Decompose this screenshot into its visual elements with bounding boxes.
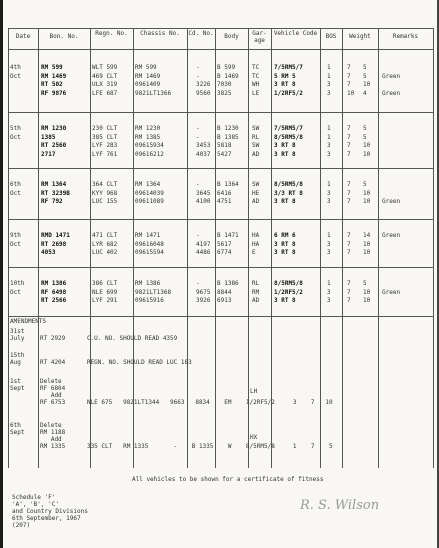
header-weight: Weight	[349, 33, 371, 40]
entry-3-chassis: RM 1364 09614039 09611089	[135, 181, 164, 205]
entry-4-code: 6 RM 6 3 RT 8 3 RT 8	[274, 232, 296, 256]
row-rule-1	[8, 112, 434, 113]
amendment-date-3: 1st Sept	[10, 378, 25, 392]
amendment-text-1: RT 2929 C.U. NO. SHOULD READ 4359	[40, 335, 178, 342]
table-top-rule	[8, 28, 434, 29]
amendment-text-3: Delete RF 6804 Add RF 6753 NLE 675 9821LT1344 9663 8834 EM 1/2RF5/2 3 7 10	[40, 378, 333, 406]
entry-3-w1: 7 7 7	[347, 181, 351, 205]
entry-1-body: B 599 B 1469 7030 3825	[217, 64, 239, 97]
entry-4-cd: - 4197 4486	[196, 232, 211, 256]
entry-1-chassis: RM 599 RM 1469 0961409 9821LT1366	[135, 64, 172, 97]
header-date: Date	[15, 33, 31, 40]
col-rule-date	[38, 28, 39, 468]
entry-2-body: B 1230 B 1385 5818 5427	[217, 125, 239, 158]
entry-1-regn: WLT 599 469 CLT ULX 319 LFE 687	[92, 64, 118, 97]
entry-3-cd: - 3645 4100	[196, 181, 211, 205]
entry-3-body: B 1364 6416 4751	[217, 181, 239, 205]
entry-2-bos: 1 1 3 3	[327, 125, 331, 158]
row-rule-5	[8, 316, 434, 317]
amendment-date-2: 15th Aug	[10, 352, 25, 366]
entry-3-w2: 5 10 10	[363, 181, 371, 205]
entry-1-code: 7/5RM5/7 5 RM 5 3 RT 8 1/2RF5/2	[274, 64, 303, 97]
entry-5-bos: 1 3 3	[327, 280, 331, 304]
col-rule-weight	[378, 28, 379, 468]
entry-4-chassis: RM 1471 09616048 09615594	[135, 232, 164, 256]
entry-1-date: 4th Oct	[10, 64, 21, 80]
entry-5-remarks: Green	[382, 288, 401, 296]
entry-5-code: 8/5RM5/8 1/2RF5/2 3 RT 8	[274, 280, 303, 304]
entry-1-cd: - - 3226 9560	[196, 64, 211, 97]
entry-3-date: 6th Oct	[10, 181, 21, 197]
col-rule-right	[433, 28, 434, 468]
header-bottom-rule	[8, 49, 434, 50]
entry-3-regn: 364 CLT KYY 968 LUC 155	[92, 181, 118, 205]
header-bon: Bon. No.	[49, 33, 79, 40]
entry-1-remarks: Green Green	[382, 72, 401, 97]
entry-5-cd: - 9675 3926	[196, 280, 211, 304]
entry-4-w2: 14 10 10	[363, 232, 371, 256]
entry-5-w1: 7 7 7	[347, 280, 351, 304]
row-rule-4	[8, 267, 434, 268]
header-garage: Gar-age	[252, 30, 267, 44]
entry-3-code: 8/5RM5/8 3/3 RT 8 3 RT 8	[274, 181, 303, 205]
entry-2-w1: 7 7 7 7	[347, 125, 351, 158]
row-rule-3	[8, 219, 434, 220]
entry-2-bon: RM 1230 1385 RT 2560 2717	[41, 125, 67, 158]
header-cd: Cd. No.	[188, 30, 214, 37]
entry-2-regn: 230 CLT 385 CLT LYF 283 LYF 761	[92, 125, 118, 158]
entry-4-regn: 471 CLT LYR 682 LUC 402	[92, 232, 118, 256]
schedule-block: Schedule 'F' 'A', 'B', 'C' and Country Divisions 6th September, 1967 (207)	[12, 494, 88, 529]
entry-4-garage: HA HA E	[252, 232, 260, 256]
entry-4-bon: RMD 1471 RT 2698 4053	[41, 232, 70, 256]
header-body: Body	[224, 33, 239, 40]
amendment-text-4: Delete RM 1188 Add RM 1335 335 CLT RM 1335 - B 1335 W 8/5RM5/8 1 7 5	[40, 422, 333, 450]
header-remarks: Remarks	[392, 33, 419, 40]
entry-1-w2: 5 5 10 4	[363, 64, 371, 97]
amendment-text-2: RT 4204 REGN. NO. SHOULD READ LUC 183	[40, 359, 192, 366]
entry-1-bon: RM 599 RM 1469 RT 502 RF 9876	[41, 64, 67, 97]
entry-3-remarks: Green	[382, 198, 401, 205]
entry-2-garage: SW RL SW AD	[252, 125, 260, 158]
entry-5-w2: 5 10 10	[363, 280, 371, 304]
entry-4-body: B 1471 5617 6774	[217, 232, 239, 256]
entry-4-date: 9th Oct	[10, 232, 21, 248]
entry-5-garage: RL RM AD	[252, 280, 260, 304]
scan-edge-left	[0, 0, 3, 548]
entry-3-bon: RM 1364 RT 3239B RF 792	[41, 181, 70, 205]
entry-3-bos: 1 3 3	[327, 181, 331, 205]
amendment-garage-mark-1: LH	[250, 388, 258, 395]
entry-4-w1: 7 7 7	[347, 232, 351, 256]
amendment-date-4: 6th Sept	[10, 422, 25, 436]
signature: R. S. Wilson	[300, 498, 380, 513]
amendment-date-1: 31st July	[10, 328, 25, 342]
entry-5-date: 10th Oct	[10, 280, 25, 296]
footer-note: All vehicles to be shown for a certificate of fitness	[132, 476, 324, 483]
amendment-garage-mark-2: HX	[250, 434, 258, 441]
amendments-title: AMENDMENTS	[10, 318, 47, 325]
row-rule-2	[8, 168, 434, 169]
header-code: Vehicle Code	[273, 30, 318, 37]
col-rule-left	[8, 28, 9, 468]
entry-5-bon: RM 1386 RF 6498 RT 2566	[41, 280, 67, 304]
entry-1-garage: TC TC WH LE	[252, 64, 260, 97]
entry-5-chassis: RM 1386 9821LT1368 09615916	[135, 280, 172, 304]
header-bos: BOS	[325, 33, 337, 40]
entry-2-w2: 5 5 10 10	[363, 125, 371, 158]
entry-3-garage: SW HE AD	[252, 181, 260, 205]
header-regn: Regn. No.	[95, 30, 128, 37]
entry-4-remarks: Green	[382, 232, 401, 239]
col-rule-bos	[342, 28, 343, 468]
entry-4-bos: 1 3 3	[327, 232, 331, 256]
entry-2-chassis: RM 1230 RM 1385 09615934 09616212	[135, 125, 164, 158]
entry-1-bos: 1 1 3 3	[327, 64, 331, 97]
entry-2-code: 7/5RM5/7 8/5RM5/8 3 RT 8 3 RT 8	[274, 125, 303, 158]
entry-1-w1: 7 7 7 10	[347, 64, 355, 97]
entry-2-cd: - - 3453 4037	[196, 125, 211, 158]
entry-5-regn: 386 CLT NLE 699 LYF 291	[92, 280, 118, 304]
entry-5-body: B 1386 8844 6913	[217, 280, 239, 304]
entry-2-date: 5th Oct	[10, 125, 21, 141]
header-chassis: Chassis No.	[140, 30, 180, 37]
